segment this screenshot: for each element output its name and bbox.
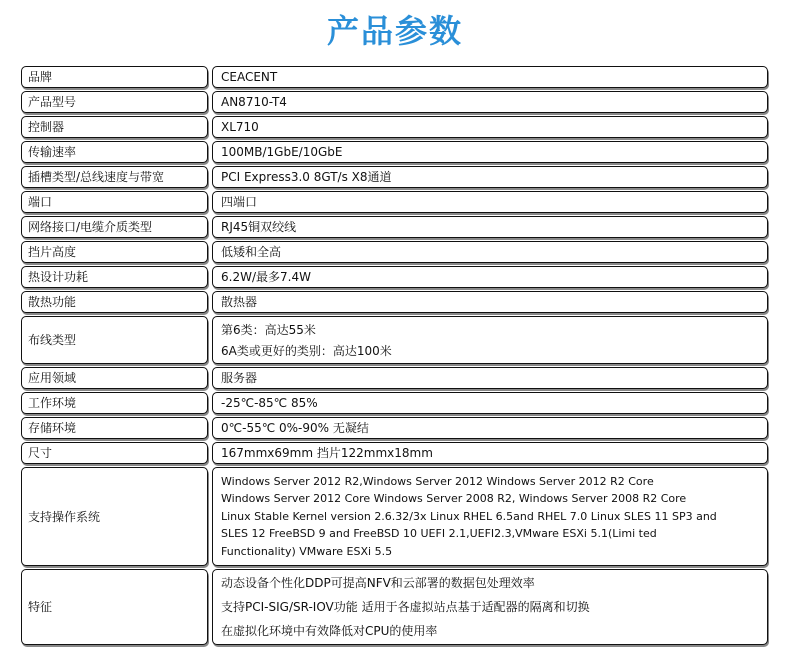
spec-key: 挡片高度 [21,241,208,263]
table-row [21,316,768,364]
table-row [21,417,768,439]
spec-key: 控制器 [21,116,208,138]
spec-value [212,367,768,389]
spec-key: 端口 [21,191,208,213]
spec-key: 存储环境 [21,417,208,439]
value-line: -25℃-85℃ 85% [221,396,318,410]
value-line: XL710 [221,120,259,134]
spec-key: 网络接口/电缆介质类型 [21,216,208,238]
table-row [21,467,768,566]
spec-value [212,266,768,288]
spec-table [21,66,768,648]
table-row [21,266,768,288]
value-line: 6.2W/最多7.4W [221,270,311,284]
spec-value [212,392,768,414]
value-line: Linux Stable Kernel version 2.6.32/3x Linux RHEL 6.5and RHEL 7.0 Linux SLES 11 SP3 and [221,509,717,523]
table-row [21,241,768,263]
spec-key: 特征 [21,569,208,645]
value-line: 在虚拟化环境中有效降低对CPU的使用率 [221,624,438,638]
spec-key: 应用领域 [21,367,208,389]
spec-value [212,442,768,464]
spec-key: 工作环境 [21,392,208,414]
spec-value [212,66,768,88]
value-line: 动态设备个性化DDP可提高NFV和云部署的数据包处理效率 [221,576,535,590]
value-line: PCI Express3.0 8GT/s X8通道 [221,170,392,184]
value-line: SLES 12 FreeBSD 9 and FreeBSD 10 UEFI 2.1,UEFI2.3,VMware ESXi 5.1(Limi ted [221,527,657,541]
spec-key: 布线类型 [21,316,208,364]
value-line: 低矮和全高 [221,245,282,259]
table-row [21,166,768,188]
value-line: 散热器 [221,295,258,309]
spec-key: 插槽类型/总线速度与带宽 [21,166,208,188]
value-line: Windows Server 2012 Core Windows Server 2008 R2, Windows Server 2008 R2 Core [221,492,687,506]
table-row [21,291,768,313]
spec-key: 支持操作系统 [21,467,208,566]
spec-value [212,91,768,113]
spec-value [212,191,768,213]
table-row [21,216,768,238]
spec-value [212,166,768,188]
value-line: 167mmx69mm 挡片122mmx18mm [221,446,433,460]
value-line: Functionality) VMware ESXi 5.5 [221,544,393,558]
value-line: 0℃-55℃ 0%-90% 无凝结 [221,421,369,435]
table-row [21,66,768,88]
spec-key: 品牌 [21,66,208,88]
spec-value [212,291,768,313]
value-line: 服务器 [221,371,258,385]
value-line: 四端口 [221,195,258,209]
spec-value [212,467,768,566]
value-line: 6A类或更好的类别：高达100米 [221,343,392,358]
value-line: 第6类：高达55米 [221,322,316,337]
value-line: RJ45铜双绞线 [221,220,297,234]
table-row [21,392,768,414]
table-row [21,569,768,645]
spec-key: 散热功能 [21,291,208,313]
value-line: 100MB/1GbE/10GbE [221,145,343,159]
table-row [21,367,768,389]
spec-value [212,241,768,263]
table-row [21,141,768,163]
spec-value [212,316,768,364]
spec-value [212,417,768,439]
table-row [21,116,768,138]
table-row [21,442,768,464]
value-line: Windows Server 2012 R2,Windows Server 2012 Windows Server 2012 R2 Core [221,474,654,488]
spec-key: 产品型号 [21,91,208,113]
spec-key: 尺寸 [21,442,208,464]
page-title: 产品参数 [326,12,463,50]
spec-value [212,216,768,238]
spec-key: 热设计功耗 [21,266,208,288]
spec-value [212,569,768,645]
table-row [21,91,768,113]
spec-key: 传输速率 [21,141,208,163]
value-line: CEACENT [221,70,278,84]
value-line: AN8710-T4 [221,95,287,109]
spec-value [212,116,768,138]
value-line: 支持PCI-SIG/SR-IOV功能 适用于各虚拟站点基于适配器的隔离和切换 [221,600,590,614]
spec-value [212,141,768,163]
table-row [21,191,768,213]
